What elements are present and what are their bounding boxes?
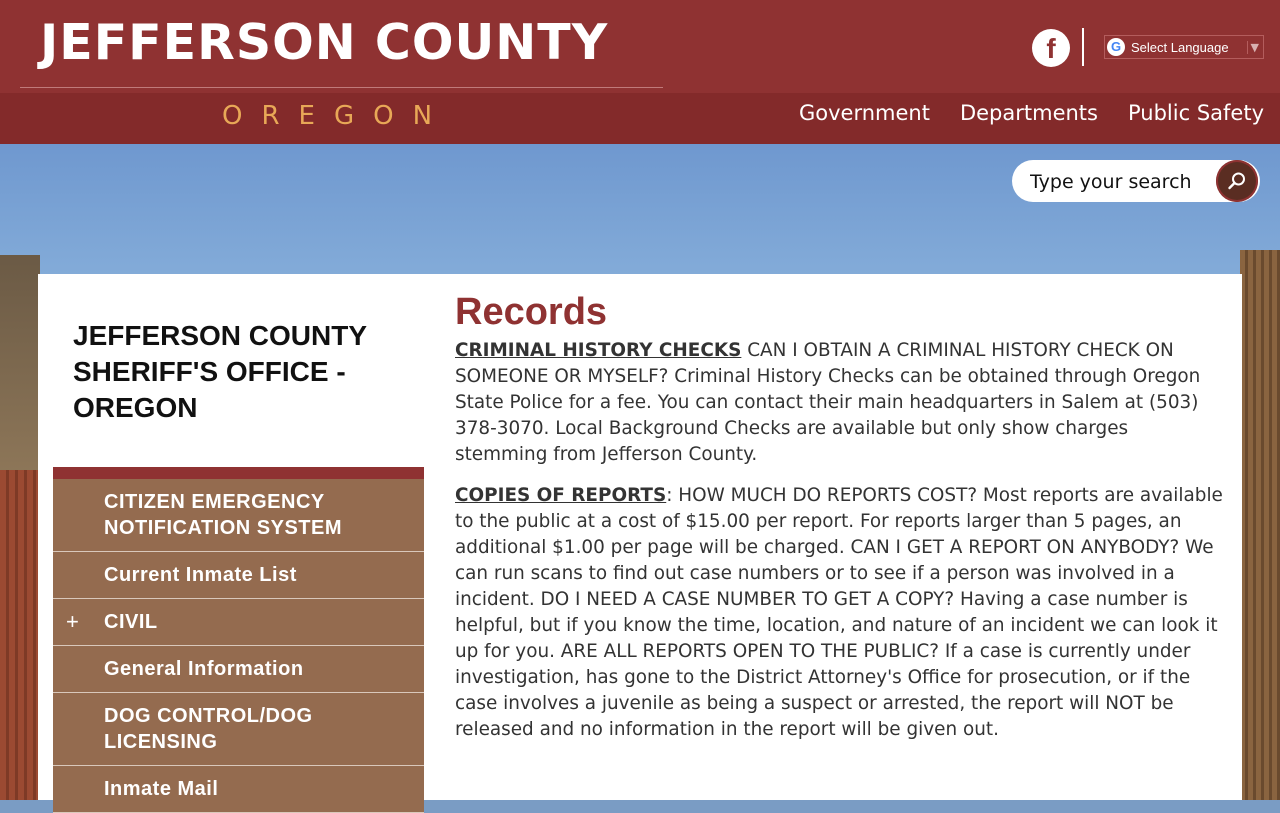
hero-building-image bbox=[1240, 250, 1280, 800]
copies-of-reports-text: : HOW MUCH DO REPORTS COST? Most reports are available to the public at a cost of $15.00 per report. For reports larger than 5 pages, an additional $1.00 per page will be charged. CAN I GET A REPORT ON ANYBODY? We can run scans to find out case numbers or to see if a person was involved in a incident. DO I NEED A CASE NUMBER TO GET A COPY? Having a case number is helpful, but if you know the time, location, and nature of an incident we can look it up for you. ARE ALL REPORTS OPEN TO THE PUBLIC? If a case is currently under investigation, has gone to the District Attorney's Office for prosecution, or if the case involves a juvenile as being a suspect or arrested, the report will NOT be released and no information in the report will be given out. bbox=[455, 485, 1223, 740]
language-select[interactable] bbox=[1104, 35, 1264, 59]
search-input[interactable] bbox=[1028, 168, 1212, 196]
agency-title: JEFFERSON COUNTY SHERIFF'S OFFICE - OREGON bbox=[73, 320, 367, 423]
sidebar-item-label: CIVIL bbox=[104, 611, 158, 633]
criminal-history-text: CAN I OBTAIN A CRIMINAL HISTORY CHECK ON SOMEONE OR MYSELF? Criminal History Checks can be obtained through Oregon State Police for a fee. You can contact their main headquarters in Salem at (503) 378-3070. Local Background Checks are available but only show charges stemming from Jefferson County. bbox=[455, 340, 1201, 465]
sidebar-item-civil[interactable] bbox=[53, 599, 424, 646]
site-logo-title[interactable]: JEFFERSON COUNTY bbox=[40, 14, 609, 71]
copies-of-reports-paragraph bbox=[455, 483, 1225, 743]
hero-barn-image bbox=[0, 470, 40, 800]
language-select-label: Select Language bbox=[1131, 39, 1229, 55]
page-title: Records bbox=[455, 291, 608, 333]
sidebar-item-current-inmate-list[interactable] bbox=[53, 552, 424, 599]
nav-public-safety[interactable]: Public Safety bbox=[1128, 101, 1264, 125]
logo-divider bbox=[20, 87, 663, 88]
facebook-icon[interactable]: f bbox=[1032, 29, 1070, 67]
search-button[interactable] bbox=[1216, 160, 1258, 202]
sidebar-item-label: DOG CONTROL/DOG LICENSING bbox=[104, 705, 313, 753]
sidebar-item-inmate-mail[interactable] bbox=[53, 766, 424, 813]
search-icon bbox=[1227, 171, 1247, 191]
copies-of-reports-heading: COPIES OF REPORTS bbox=[455, 485, 667, 506]
sidebar-item-label: Current Inmate List bbox=[104, 564, 297, 586]
sidebar-item-citizen-emergency[interactable] bbox=[53, 479, 424, 552]
sidebar-item-general-information[interactable] bbox=[53, 646, 424, 693]
side-nav-accent-bar bbox=[53, 467, 424, 479]
sidebar-item-label: Inmate Mail bbox=[104, 778, 219, 800]
sidebar-item-dog-control[interactable] bbox=[53, 693, 424, 766]
sidebar-item-label: General Information bbox=[104, 658, 304, 680]
main-nav bbox=[799, 101, 1264, 125]
site-logo-subtitle[interactable]: OREGON bbox=[222, 101, 452, 131]
expand-plus-icon[interactable]: + bbox=[66, 609, 80, 634]
sidebar-item-label: CITIZEN EMERGENCY NOTIFICATION SYSTEM bbox=[104, 491, 343, 539]
criminal-history-paragraph bbox=[455, 338, 1225, 468]
nav-government[interactable]: Government bbox=[799, 101, 930, 125]
google-icon: G bbox=[1107, 38, 1125, 56]
criminal-history-heading: CRIMINAL HISTORY CHECKS bbox=[455, 340, 742, 361]
header-separator bbox=[1082, 28, 1084, 66]
chevron-down-icon: ▼ bbox=[1247, 41, 1259, 54]
side-nav bbox=[53, 467, 424, 813]
nav-departments[interactable]: Departments bbox=[959, 101, 1098, 125]
main-content bbox=[455, 290, 1225, 743]
